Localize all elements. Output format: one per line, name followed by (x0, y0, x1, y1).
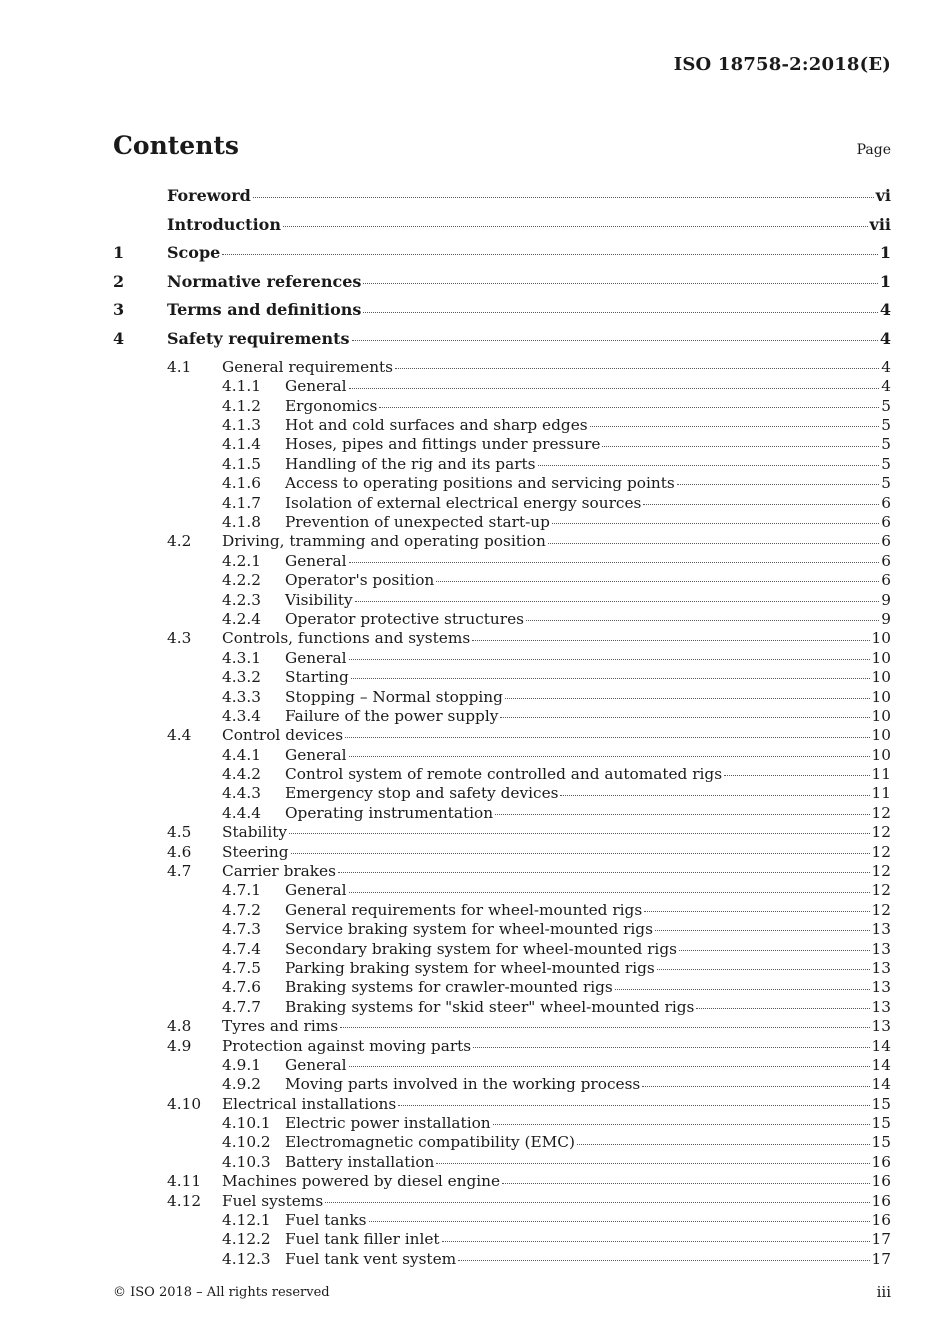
toc-entry-page: 5 (881, 416, 891, 435)
toc-entry-page: 16 (871, 1211, 891, 1230)
toc-entry-number: 4.4.2 (222, 765, 261, 784)
toc-leader-dots (538, 454, 880, 469)
toc-entry-page: 13 (871, 1017, 891, 1036)
toc-entry-title: General (285, 745, 347, 764)
toc-entry-number: 4.1.6 (222, 474, 261, 493)
toc-entry-title: Control system of remote controlled and automated rigs (285, 765, 723, 784)
toc-entry[interactable] (113, 1093, 891, 1112)
toc-entry[interactable] (113, 271, 891, 300)
toc-entry-number: 4.6 (167, 842, 192, 861)
toc-entry-number: 4.8 (167, 1017, 192, 1036)
toc-entry-page: 11 (871, 784, 891, 803)
toc-leader-dots (340, 1016, 869, 1031)
toc-leader-dots (590, 415, 880, 430)
toc-entry[interactable] (113, 958, 891, 977)
toc-entry-page: 12 (871, 842, 891, 861)
toc-entry[interactable] (113, 376, 891, 395)
page-column-label: Page (856, 142, 891, 158)
toc-entry[interactable] (113, 1132, 891, 1151)
toc-leader-dots (493, 1113, 870, 1128)
toc-entry-number: 4.2.2 (222, 571, 261, 590)
toc-entry-number: 4.7.3 (222, 920, 261, 939)
toc-entry-number: 4.3.1 (222, 648, 261, 667)
toc-entry-page: 15 (871, 1133, 891, 1152)
toc-entry-page: 12 (871, 881, 891, 900)
toc-entry-number: 4.2.1 (222, 551, 261, 570)
toc-entry-title: Controls, functions and systems (222, 629, 471, 648)
toc-entry-page: 1 (879, 271, 891, 291)
toc-leader-dots (502, 1171, 869, 1186)
toc-leader-dots (349, 1055, 870, 1070)
toc-leader-dots (325, 1190, 869, 1205)
toc-entry-number: 4.1.8 (222, 512, 261, 531)
toc-entry[interactable] (113, 919, 891, 938)
toc-entry-page: 5 (881, 435, 891, 454)
toc-entry[interactable] (113, 686, 891, 705)
toc-leader-dots (222, 242, 878, 258)
toc-entry-title: General (285, 881, 347, 900)
toc-entry-title: Operator protective structures (285, 609, 524, 628)
toc-entry-title: Steering (222, 842, 289, 861)
toc-entry[interactable] (113, 900, 891, 919)
toc-entry[interactable] (113, 1113, 891, 1132)
toc-entry-page: 17 (871, 1230, 891, 1249)
toc-entry-number: 4.4.4 (222, 803, 261, 822)
toc-leader-dots (349, 744, 870, 759)
toc-entry-page: 12 (871, 823, 891, 842)
toc-leader-dots (436, 1152, 869, 1167)
toc-entry-number: 4.1.3 (222, 416, 261, 435)
toc-entry-page: 13 (871, 978, 891, 997)
toc-entry-number: 4.7 (167, 862, 192, 881)
toc-entry-number: 4.12.2 (222, 1230, 271, 1249)
toc-entry[interactable] (113, 242, 891, 271)
toc-entry-title: Starting (285, 668, 349, 687)
toc-entry[interactable] (113, 214, 891, 243)
toc-entry-title: Foreword (167, 186, 251, 205)
toc-entry[interactable] (113, 764, 891, 783)
toc-leader-dots (355, 589, 880, 604)
toc-entry[interactable] (113, 1171, 891, 1190)
toc-entry-page: 4 (881, 377, 891, 396)
toc-leader-dots (643, 492, 879, 507)
toc-entry-page: 12 (871, 862, 891, 881)
toc-leader-dots (253, 185, 874, 201)
toc-entry[interactable] (113, 725, 891, 744)
footer-page-number: iii (876, 1283, 891, 1301)
toc-entry-page: 1 (879, 243, 891, 263)
toc-entry-page: 10 (871, 745, 891, 764)
toc-entry-title: Hoses, pipes and fittings under pressure (285, 435, 601, 454)
toc-entry[interactable] (113, 1074, 891, 1093)
toc-entry-number: 4.2.4 (222, 609, 261, 628)
toc-entry-title: Fuel tanks (285, 1211, 367, 1230)
page-title: Contents (113, 131, 240, 160)
toc-entry[interactable] (113, 1249, 891, 1268)
toc-leader-dots (548, 531, 879, 546)
toc-leader-dots (351, 667, 870, 682)
toc-leader-dots (696, 996, 869, 1011)
toc-entry-number: 4.3.4 (222, 706, 261, 725)
toc-entry[interactable] (113, 996, 891, 1015)
toc-entry-page: 13 (871, 939, 891, 958)
toc-entry-page: 10 (871, 687, 891, 706)
toc-entry[interactable] (113, 328, 891, 357)
toc-entry-number: 4.10.2 (222, 1133, 271, 1152)
toc-leader-dots (442, 1229, 870, 1244)
toc-entry-title: Ergonomics (285, 396, 378, 415)
toc-entry-page: 5 (881, 454, 891, 473)
toc-leader-dots (724, 764, 869, 779)
toc-entry-title: Machines powered by diesel engine (222, 1172, 501, 1191)
toc-entry-number: 2 (113, 271, 125, 291)
toc-entry[interactable] (113, 1210, 891, 1229)
toc-leader-dots (458, 1249, 869, 1264)
toc-entry-title: General (285, 551, 347, 570)
toc-entry-number: 4.7.2 (222, 900, 261, 919)
toc-leader-dots (349, 647, 870, 662)
toc-entry[interactable] (113, 744, 891, 763)
toc-entry-title: Normative references (167, 271, 362, 291)
toc-entry-page: 6 (881, 493, 891, 512)
toc-leader-dots (679, 938, 870, 953)
toc-leader-dots (644, 900, 869, 915)
toc-entry-page: 10 (871, 648, 891, 667)
toc-entry-number: 4.7.1 (222, 881, 261, 900)
toc-entry-number: 4.2 (167, 532, 192, 551)
toc-entry[interactable] (113, 299, 891, 328)
toc-entry-page: 6 (881, 571, 891, 590)
toc-entry-title: Fuel systems (222, 1191, 324, 1210)
toc-leader-dots (472, 628, 869, 643)
toc-entry-page: 5 (881, 474, 891, 493)
toc-leader-dots (436, 570, 879, 585)
toc-entry-title: Introduction (167, 214, 281, 234)
toc-entry-page: 10 (871, 706, 891, 725)
toc-leader-dots (338, 861, 870, 876)
toc-leader-dots (289, 822, 870, 837)
toc-leader-dots (349, 376, 880, 391)
toc-entry[interactable] (113, 647, 891, 666)
toc-entry-number: 3 (113, 300, 125, 320)
toc-entry-number: 4.4.3 (222, 784, 261, 803)
toc-entry[interactable] (113, 1055, 891, 1074)
toc-entry-page: 16 (871, 1191, 891, 1210)
toc-entry-title: Carrier brakes (222, 862, 336, 881)
toc-entry-number: 4.7.5 (222, 958, 261, 977)
toc-entry-number: 4.4.1 (222, 745, 261, 764)
toc-entry-number: 4.1.4 (222, 435, 261, 454)
toc-entry[interactable] (113, 1229, 891, 1248)
toc-entry-number: 1 (113, 243, 125, 263)
toc-entry-number: 4.5 (167, 823, 192, 842)
toc-entry[interactable] (113, 609, 891, 628)
toc-entry-title: Visibility (285, 590, 353, 609)
footer-copyright: © ISO 2018 – All rights reserved (113, 1285, 330, 1300)
toc-entry-title: Scope (167, 243, 221, 263)
toc-entry-title: Stability (222, 823, 288, 842)
toc-leader-dots (291, 841, 870, 856)
toc-entry-number: 4.10.1 (222, 1114, 271, 1133)
toc-entry-page: 13 (871, 920, 891, 939)
toc-entry[interactable] (113, 1016, 891, 1035)
toc-entry[interactable] (113, 395, 891, 414)
toc-entry-number: 4.1.7 (222, 493, 261, 512)
toc-entry-title: Safety requirements (167, 328, 350, 348)
toc-entry-title: Handling of the rig and its parts (285, 454, 536, 473)
toc-entry-page: 10 (871, 668, 891, 687)
toc-entry-page: 9 (881, 609, 891, 628)
toc-entry[interactable] (113, 589, 891, 608)
toc-entry[interactable] (113, 570, 891, 589)
toc-entry-title: Emergency stop and safety devices (285, 784, 559, 803)
toc-entry[interactable] (113, 783, 891, 802)
toc-entry-page: 10 (871, 629, 891, 648)
table-of-contents (113, 185, 891, 1268)
toc-leader-dots (657, 958, 870, 973)
toc-entry[interactable] (113, 357, 891, 376)
toc-entry[interactable] (113, 822, 891, 841)
toc-entry-page: 11 (871, 765, 891, 784)
toc-entry-page: 13 (871, 958, 891, 977)
toc-entry[interactable] (113, 454, 891, 473)
toc-entry-page: 5 (881, 396, 891, 415)
toc-entry-title: Braking systems for "skid steer" wheel-mounted rigs (285, 997, 695, 1016)
toc-entry-page: 14 (871, 1075, 891, 1094)
toc-leader-dots (655, 919, 870, 934)
toc-entry-page: 6 (881, 532, 891, 551)
toc-entry-title: Electrical installations (222, 1094, 397, 1113)
toc-entry-title: Access to operating positions and servicing points (285, 474, 675, 493)
toc-entry-page: 9 (881, 590, 891, 609)
toc-entry[interactable] (113, 667, 891, 686)
toc-entry-page: 4 (879, 300, 891, 320)
toc-entry[interactable] (113, 628, 891, 647)
toc-entry-title: Braking systems for crawler-mounted rigs (285, 978, 613, 997)
toc-entry-title: Driving, tramming and operating position (222, 532, 546, 551)
toc-entry[interactable] (113, 512, 891, 531)
toc-entry-title: Terms and definitions (167, 300, 362, 320)
toc-entry-number: 4.7.6 (222, 978, 261, 997)
toc-entry-page: vi (875, 186, 891, 205)
toc-entry[interactable] (113, 977, 891, 996)
toc-entry-number: 4.2.3 (222, 590, 261, 609)
toc-leader-dots (369, 1210, 870, 1225)
toc-entry-number: 4.9 (167, 1036, 192, 1055)
toc-entry-page: 14 (871, 1036, 891, 1055)
toc-leader-dots (677, 473, 880, 488)
toc-entry-title: Protection against moving parts (222, 1036, 472, 1055)
toc-entry-title: General requirements for wheel-mounted rigs (285, 900, 643, 919)
toc-entry-page: 4 (879, 328, 891, 348)
toc-leader-dots (615, 977, 870, 992)
toc-leader-dots (349, 880, 870, 895)
toc-entry-number: 4.10 (167, 1094, 202, 1113)
toc-entry-number: 4.1.2 (222, 396, 261, 415)
toc-leader-dots (495, 803, 869, 818)
toc-entry-number: 4.7.4 (222, 939, 261, 958)
toc-entry-page: 15 (871, 1114, 891, 1133)
toc-entry[interactable] (113, 492, 891, 511)
toc-entry-number: 4.3 (167, 629, 192, 648)
toc-entry-number: 4.11 (167, 1172, 202, 1191)
toc-entry-number: 4.9.2 (222, 1075, 261, 1094)
toc-leader-dots (398, 1093, 869, 1108)
toc-leader-dots (363, 299, 877, 315)
toc-entry-title: Stopping – Normal stopping (285, 687, 503, 706)
toc-entry-title: Control devices (222, 726, 344, 745)
toc-entry[interactable] (113, 880, 891, 899)
toc-entry-number: 4.1.5 (222, 454, 261, 473)
toc-entry-title: Service braking system for wheel-mounted rigs (285, 920, 653, 939)
toc-entry-title: Operating instrumentation (285, 803, 494, 822)
toc-entry-title: General requirements (222, 357, 394, 376)
toc-leader-dots (363, 271, 877, 287)
toc-entry[interactable] (113, 185, 891, 214)
toc-leader-dots (642, 1074, 869, 1089)
toc-entry-page: 13 (871, 997, 891, 1016)
toc-entry-title: Fuel tank vent system (285, 1249, 457, 1268)
document-id: ISO 18758-2:2018(E) (673, 54, 891, 75)
toc-entry-number: 4.12.1 (222, 1211, 271, 1230)
toc-entry-title: General (285, 1055, 347, 1074)
toc-entry-number: 4.1.1 (222, 377, 261, 396)
toc-leader-dots (500, 706, 869, 721)
toc-entry-title: Electromagnetic compatibility (EMC) (285, 1133, 575, 1152)
toc-leader-dots (395, 357, 879, 372)
toc-entry[interactable] (113, 803, 891, 822)
toc-entry-page: 6 (881, 551, 891, 570)
toc-entry[interactable] (113, 415, 891, 434)
toc-entry[interactable] (113, 706, 891, 725)
toc-entry-title: Failure of the power supply (285, 706, 499, 725)
toc-entry[interactable] (113, 1152, 891, 1171)
toc-entry-title: Battery installation (285, 1152, 435, 1171)
toc-entry-number: 4.12.3 (222, 1249, 271, 1268)
toc-entry-page: vii (869, 214, 891, 234)
toc-entry-number: 4.12 (167, 1191, 202, 1210)
toc-leader-dots (602, 434, 879, 449)
toc-entry[interactable] (113, 1035, 891, 1054)
toc-leader-dots (379, 395, 879, 410)
toc-entry-page: 4 (881, 357, 891, 376)
toc-entry-page: 10 (871, 726, 891, 745)
toc-leader-dots (526, 609, 879, 624)
toc-entry-title: General (285, 377, 347, 396)
toc-entry-page: 16 (871, 1152, 891, 1171)
toc-entry[interactable] (113, 1190, 891, 1209)
toc-leader-dots (560, 783, 869, 798)
toc-entry-title: Hot and cold surfaces and sharp edges (285, 416, 588, 435)
toc-entry-title: Tyres and rims (222, 1017, 339, 1036)
toc-entry[interactable] (113, 938, 891, 957)
toc-entry-number: 4.10.3 (222, 1152, 271, 1171)
toc-entry-title: Prevention of unexpected start-up (285, 512, 550, 531)
toc-leader-dots (349, 550, 880, 565)
toc-leader-dots (345, 725, 869, 740)
toc-entry-page: 14 (871, 1055, 891, 1074)
toc-leader-dots (352, 328, 878, 344)
toc-entry-page: 12 (871, 803, 891, 822)
toc-leader-dots (552, 512, 879, 527)
toc-entry[interactable] (113, 473, 891, 492)
toc-entry-title: General (285, 648, 347, 667)
toc-entry[interactable] (113, 531, 891, 550)
toc-leader-dots (473, 1035, 869, 1050)
toc-leader-dots (577, 1132, 870, 1147)
toc-entry-page: 17 (871, 1249, 891, 1268)
toc-entry[interactable] (113, 550, 891, 569)
toc-entry-number: 4.9.1 (222, 1055, 261, 1074)
toc-entry-number: 4.7.7 (222, 997, 261, 1016)
toc-entry-title: Isolation of external electrical energy sources (285, 493, 642, 512)
toc-entry[interactable] (113, 434, 891, 453)
toc-entry-number: 4.3.3 (222, 687, 261, 706)
toc-entry-page: 15 (871, 1094, 891, 1113)
toc-entry[interactable] (113, 861, 891, 880)
toc-entry-number: 4.1 (167, 357, 192, 376)
toc-entry-page: 12 (871, 900, 891, 919)
toc-entry-page: 16 (871, 1172, 891, 1191)
toc-entry-page: 6 (881, 512, 891, 531)
toc-entry-title: Fuel tank filler inlet (285, 1230, 440, 1249)
toc-entry-title: Operator's position (285, 571, 435, 590)
toc-entry-title: Moving parts involved in the working process (285, 1075, 641, 1094)
toc-entry-number: 4.4 (167, 726, 192, 745)
toc-entry-number: 4.3.2 (222, 668, 261, 687)
toc-entry-number: 4 (113, 328, 125, 348)
toc-leader-dots (505, 686, 870, 701)
toc-leader-dots (283, 214, 868, 230)
toc-entry-title: Electric power installation (285, 1114, 491, 1133)
toc-entry-title: Parking braking system for wheel-mounted rigs (285, 958, 655, 977)
toc-entry[interactable] (113, 841, 891, 860)
toc-entry-title: Secondary braking system for wheel-mounted rigs (285, 939, 677, 958)
